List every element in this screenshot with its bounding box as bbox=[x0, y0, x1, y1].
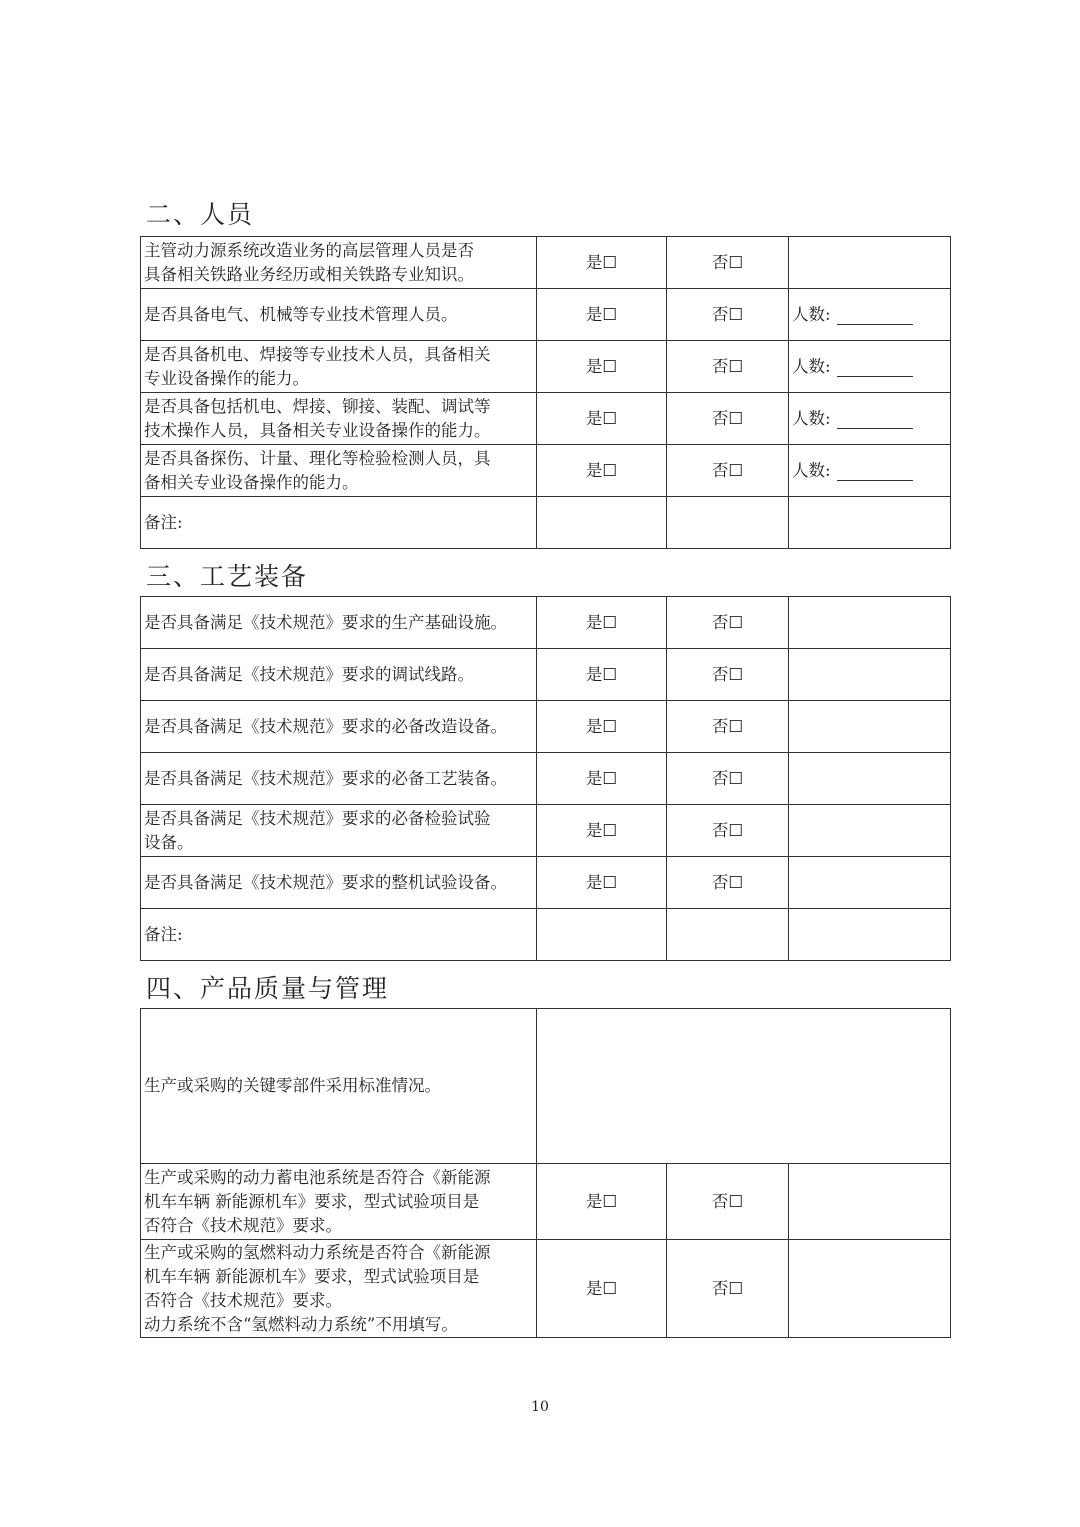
headcount-blank[interactable] bbox=[837, 462, 913, 481]
no-checkbox[interactable]: 否☐ bbox=[667, 857, 789, 909]
section-title-personnel: 二、人员 bbox=[146, 200, 255, 229]
no-checkbox[interactable]: 否☐ bbox=[667, 649, 789, 701]
no-checkbox[interactable]: 否☐ bbox=[667, 701, 789, 753]
question-cell: 主管动力源系统改造业务的高层管理人员是否 具备相关铁路业务经历或相关铁路专业知识。 bbox=[141, 237, 537, 289]
question-cell: 是否具备电气、机械等专业技术管理人员。 bbox=[141, 289, 537, 341]
yes-checkbox[interactable]: 是☐ bbox=[537, 445, 667, 497]
table-row bbox=[141, 805, 951, 857]
empty-cell bbox=[789, 701, 951, 753]
remark-cell[interactable] bbox=[667, 909, 789, 961]
yes-checkbox[interactable]: 是☐ bbox=[537, 393, 667, 445]
headcount-cell bbox=[789, 445, 951, 497]
question-cell: 是否具备满足《技术规范》要求的整机试验设备。 bbox=[141, 857, 537, 909]
question-cell: 是否具备探伤、计量、理化等检验检测人员，具 备相关专业设备操作的能力。 bbox=[141, 445, 537, 497]
question-cell: 生产或采购的动力蓄电池系统是否符合《新能源 机车车辆 新能源机车》要求，型式试验项目是 否符合《技术规范》要求。 bbox=[141, 1164, 537, 1240]
table-row bbox=[141, 1009, 951, 1164]
table-row bbox=[141, 289, 951, 341]
yes-checkbox[interactable]: 是☐ bbox=[537, 701, 667, 753]
no-checkbox[interactable]: 否☐ bbox=[667, 1164, 789, 1240]
yes-checkbox[interactable]: 是☐ bbox=[537, 753, 667, 805]
yes-checkbox[interactable]: 是☐ bbox=[537, 341, 667, 393]
empty-cell bbox=[789, 597, 951, 649]
section-title-equipment: 三、工艺装备 bbox=[146, 562, 309, 591]
no-checkbox[interactable]: 否☐ bbox=[667, 289, 789, 341]
remark-row bbox=[141, 497, 951, 549]
equipment-table bbox=[140, 596, 951, 961]
question-cell: 是否具备机电、焊接等专业技术人员，具备相关 专业设备操作的能力。 bbox=[141, 341, 537, 393]
table-row bbox=[141, 341, 951, 393]
personnel-table bbox=[140, 236, 951, 549]
yes-checkbox[interactable]: 是☐ bbox=[537, 805, 667, 857]
empty-cell bbox=[789, 1164, 951, 1240]
empty-cell bbox=[789, 805, 951, 857]
question-cell: 是否具备满足《技术规范》要求的生产基础设施。 bbox=[141, 597, 537, 649]
headcount-label: 人数: bbox=[792, 356, 831, 376]
empty-cell bbox=[789, 237, 951, 289]
yes-checkbox[interactable]: 是☐ bbox=[537, 237, 667, 289]
table-row bbox=[141, 445, 951, 497]
page-number: 10 bbox=[531, 1399, 549, 1415]
no-checkbox[interactable]: 否☐ bbox=[667, 341, 789, 393]
headcount-label: 人数: bbox=[792, 460, 831, 480]
no-checkbox[interactable]: 否☐ bbox=[667, 393, 789, 445]
quality-table bbox=[140, 1008, 951, 1338]
question-cell: 是否具备满足《技术规范》要求的必备检验试验 设备。 bbox=[141, 805, 537, 857]
headcount-cell bbox=[789, 393, 951, 445]
question-cell: 是否具备满足《技术规范》要求的必备工艺装备。 bbox=[141, 753, 537, 805]
headcount-label: 人数: bbox=[792, 304, 831, 324]
no-checkbox[interactable]: 否☐ bbox=[667, 753, 789, 805]
question-cell: 是否具备满足《技术规范》要求的调试线路。 bbox=[141, 649, 537, 701]
yes-checkbox[interactable]: 是☐ bbox=[537, 649, 667, 701]
headcount-label: 人数: bbox=[792, 408, 831, 428]
yes-checkbox[interactable]: 是☐ bbox=[537, 857, 667, 909]
table-row bbox=[141, 393, 951, 445]
question-cell: 是否具备包括机电、焊接、铆接、装配、调试等 技术操作人员，具备相关专业设备操作的能力。 bbox=[141, 393, 537, 445]
standards-answer-cell[interactable] bbox=[537, 1009, 951, 1164]
remark-label: 备注: bbox=[141, 909, 537, 961]
table-row bbox=[141, 857, 951, 909]
section-title-quality: 四、产品质量与管理 bbox=[146, 974, 390, 1003]
no-checkbox[interactable]: 否☐ bbox=[667, 1240, 789, 1338]
empty-cell bbox=[789, 649, 951, 701]
table-row bbox=[141, 1240, 951, 1338]
question-cell: 生产或采购的关键零部件采用标准情况。 bbox=[141, 1009, 537, 1164]
empty-cell bbox=[789, 1240, 951, 1338]
empty-cell bbox=[789, 753, 951, 805]
remark-cell[interactable] bbox=[537, 909, 667, 961]
yes-checkbox[interactable]: 是☐ bbox=[537, 289, 667, 341]
remark-row bbox=[141, 909, 951, 961]
empty-cell bbox=[789, 857, 951, 909]
table-row bbox=[141, 1164, 951, 1240]
no-checkbox[interactable]: 否☐ bbox=[667, 597, 789, 649]
table-row bbox=[141, 597, 951, 649]
remark-cell[interactable] bbox=[537, 497, 667, 549]
no-checkbox[interactable]: 否☐ bbox=[667, 445, 789, 497]
headcount-blank[interactable] bbox=[837, 410, 913, 429]
yes-checkbox[interactable]: 是☐ bbox=[537, 1164, 667, 1240]
table-row bbox=[141, 649, 951, 701]
headcount-blank[interactable] bbox=[837, 358, 913, 377]
yes-checkbox[interactable]: 是☐ bbox=[537, 1240, 667, 1338]
question-cell: 是否具备满足《技术规范》要求的必备改造设备。 bbox=[141, 701, 537, 753]
no-checkbox[interactable]: 否☐ bbox=[667, 805, 789, 857]
remark-label: 备注: bbox=[141, 497, 537, 549]
headcount-cell bbox=[789, 341, 951, 393]
remark-cell[interactable] bbox=[789, 497, 951, 549]
headcount-cell bbox=[789, 289, 951, 341]
table-row bbox=[141, 753, 951, 805]
no-checkbox[interactable]: 否☐ bbox=[667, 237, 789, 289]
remark-cell[interactable] bbox=[789, 909, 951, 961]
headcount-blank[interactable] bbox=[837, 306, 913, 325]
table-row bbox=[141, 701, 951, 753]
remark-cell[interactable] bbox=[667, 497, 789, 549]
question-cell: 生产或采购的氢燃料动力系统是否符合《新能源 机车车辆 新能源机车》要求，型式试验项目是 否符合《技术规范》要求。 动力系统不含“氢燃料动力系统”不用填写。 bbox=[141, 1240, 537, 1338]
table-row bbox=[141, 237, 951, 289]
yes-checkbox[interactable]: 是☐ bbox=[537, 597, 667, 649]
